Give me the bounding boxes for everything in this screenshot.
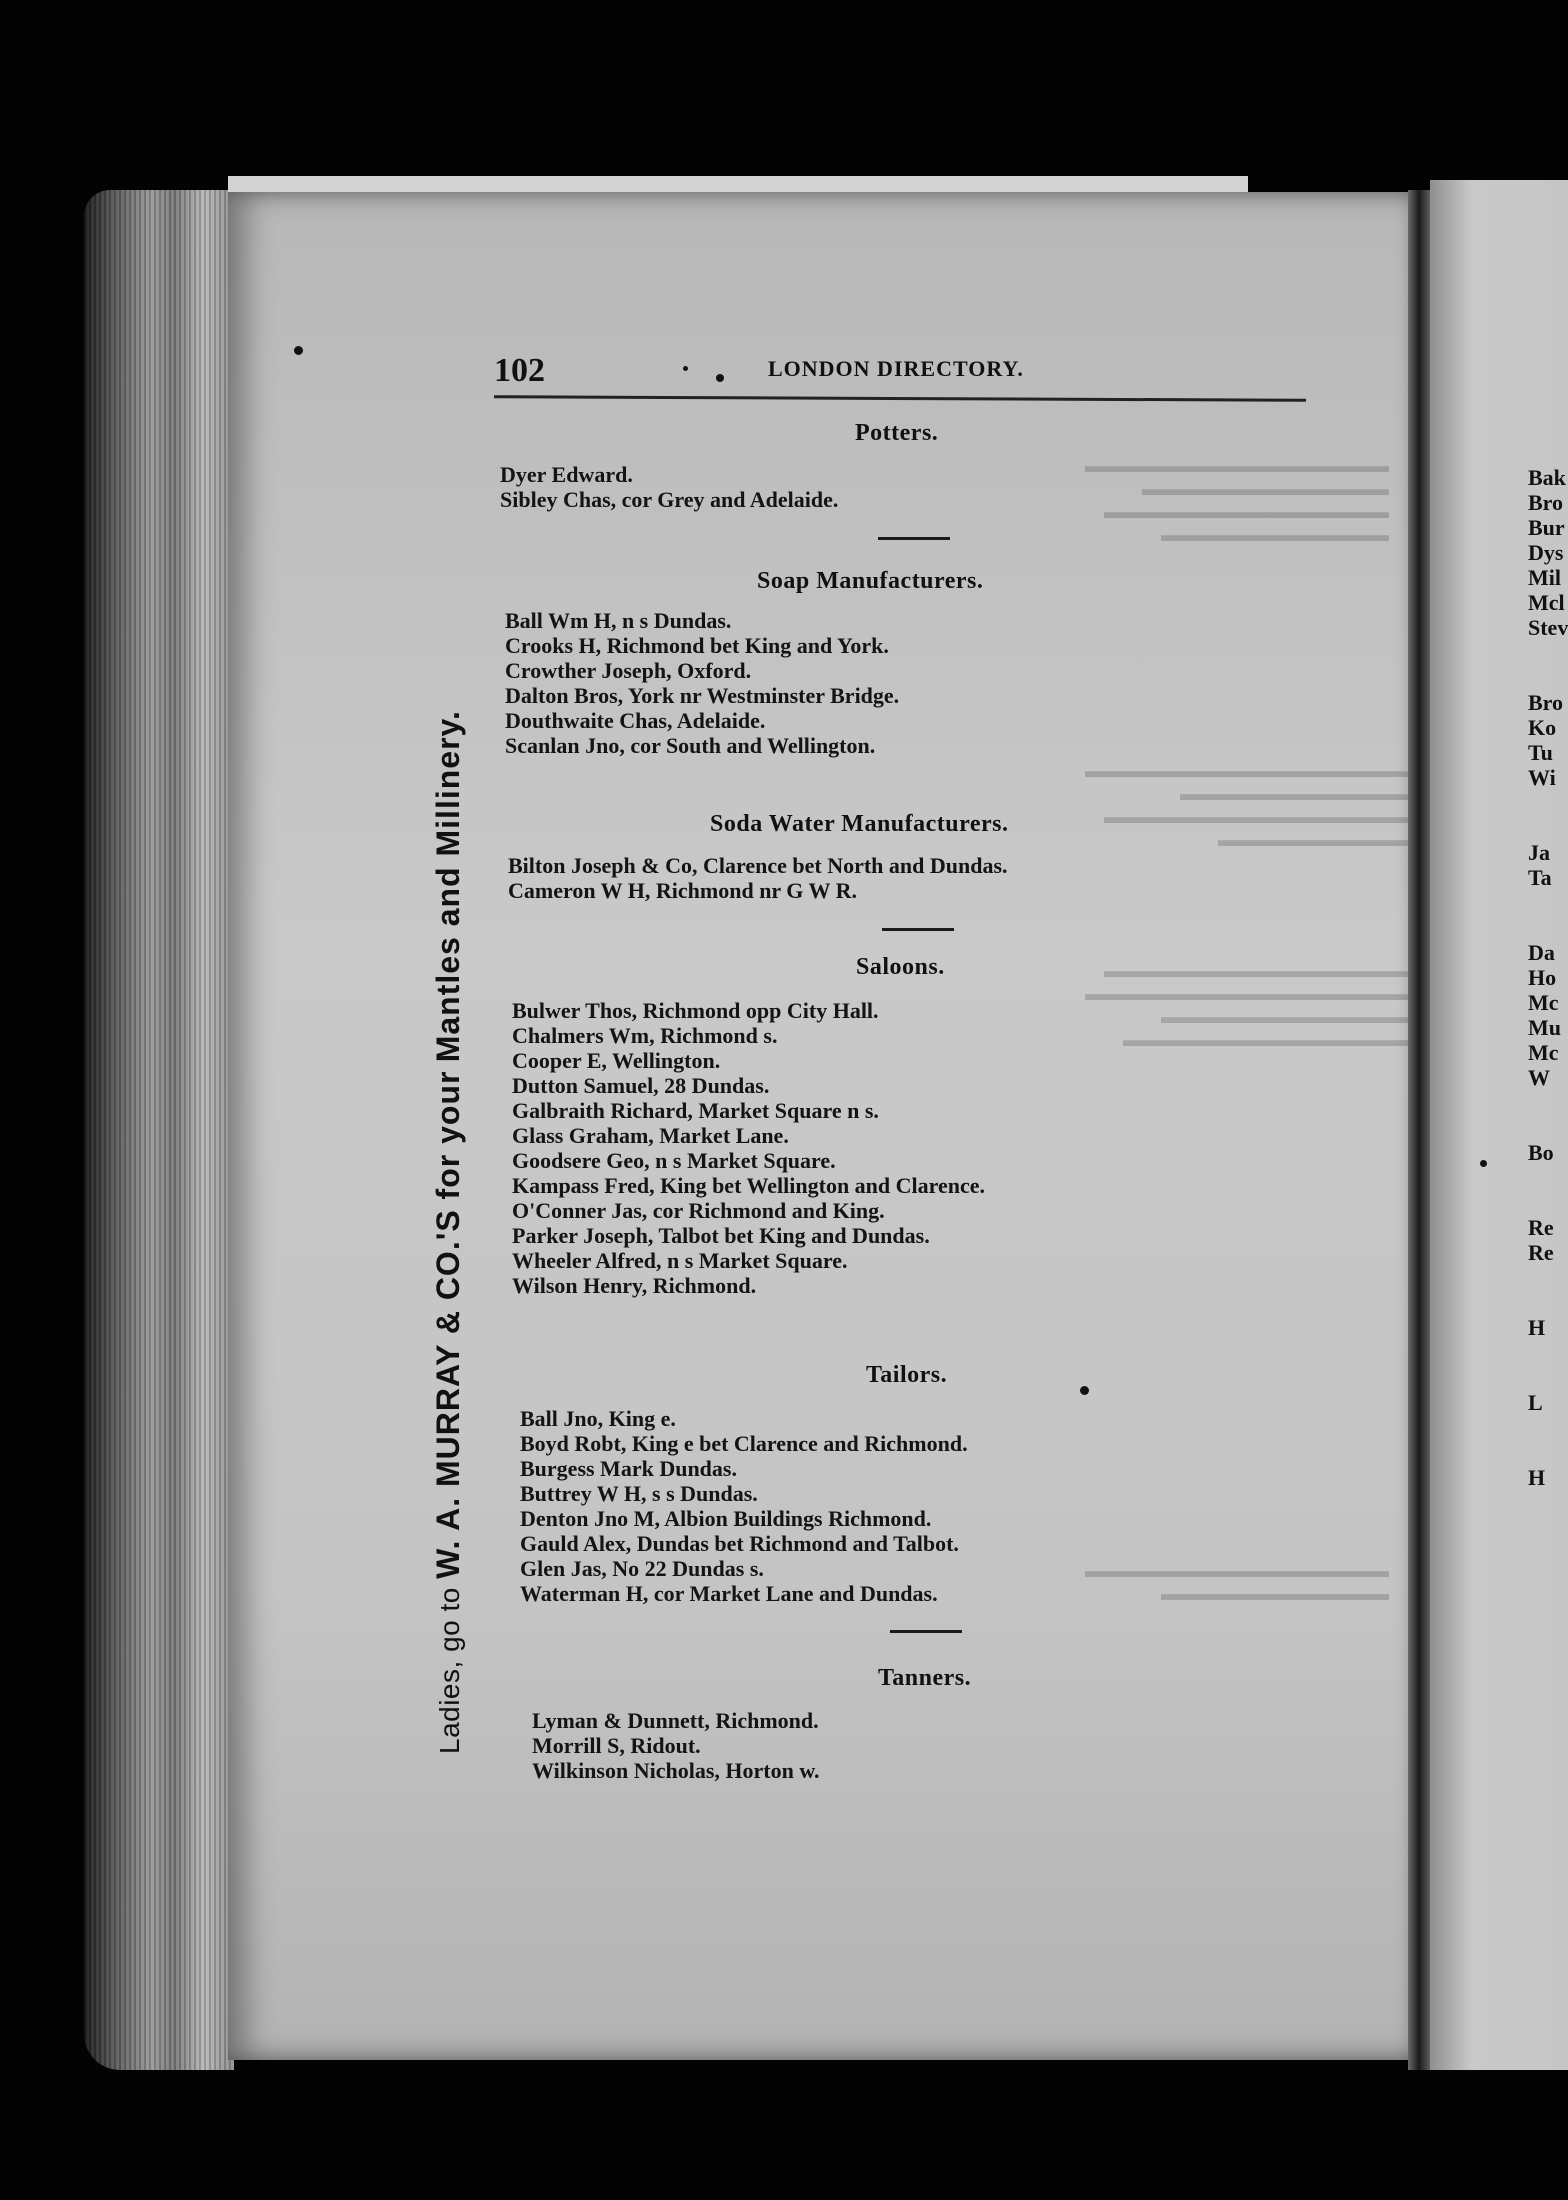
list-item: Chalmers Wm, Richmond s. [512, 1023, 778, 1048]
running-head: LONDON DIRECTORY. [768, 356, 1024, 381]
list-item: Ball Jno, King e. [520, 1406, 676, 1431]
list-item: Glen Jas, No 22 Dundas s. [520, 1556, 764, 1581]
section-divider [878, 537, 950, 540]
section-title-soap-manufacturers: Soap Manufacturers. [757, 568, 984, 594]
page-number: 102 [494, 352, 545, 389]
list-item: Goodsere Geo, n s Market Square. [512, 1148, 836, 1173]
ad-lead-text: Ladies, go to [434, 1587, 465, 1754]
list-item: Wilson Henry, Richmond. [512, 1273, 757, 1298]
list-item: Dutton Samuel, 28 Dundas. [512, 1073, 770, 1098]
list-item: Scanlan Jno, cor South and Wellington. [505, 733, 876, 758]
bleed-through-text: ▬▬▬▬▬▬▬▬▬▬▬▬▬▬▬▬ ▬▬▬▬▬▬▬▬▬▬▬▬▬ ▬▬▬▬▬▬▬▬▬▬▬▬▬▬▬ ▬▬▬▬▬▬▬▬▬▬▬▬ [1085, 456, 1389, 546]
section-entries-soap-manufacturers [505, 608, 899, 758]
list-item: Lyman & Dunnett, Richmond. [532, 1708, 819, 1733]
list-item: Douthwaite Chas, Adelaide. [505, 708, 766, 733]
facing-page-fragments: Bak Bro Bur Dys Mil Mcl Stev Bro Ko Tu Wi Ja Ta Da Ho Mc Mu Mc W Bo Re Re H L H [1528, 465, 1568, 1490]
section-divider [882, 928, 954, 931]
list-item: Cooper E, Wellington. [512, 1048, 721, 1073]
list-item: O'Conner Jas, cor Richmond and King. [512, 1198, 885, 1223]
list-item: Ball Wm H, n s Dundas. [505, 608, 732, 633]
section-title-tanners: Tanners. [878, 1665, 972, 1691]
list-item: Parker Joseph, Talbot bet King and Dundas. [512, 1223, 930, 1248]
list-item: Waterman H, cor Market Lane and Dundas. [520, 1581, 938, 1606]
list-item: Glass Graham, Market Lane. [512, 1123, 789, 1148]
section-entries-tailors [520, 1406, 968, 1606]
list-item: Morrill S, Ridout. [532, 1733, 701, 1758]
list-item: Wilkinson Nicholas, Horton w. [532, 1758, 820, 1783]
paper-speck [683, 366, 688, 371]
section-title-saloons: Saloons. [856, 954, 945, 980]
list-item: Dyer Edward. [500, 462, 633, 487]
list-item: Dalton Bros, York nr Westminster Bridge. [505, 683, 900, 708]
list-item: Buttrey W H, s s Dundas. [520, 1481, 758, 1506]
list-item: Galbraith Richard, Market Square n s. [512, 1098, 879, 1123]
list-item: Crooks H, Richmond bet King and York. [505, 633, 889, 658]
section-title-soda-water-manufacturers: Soda Water Manufacturers. [710, 811, 1009, 837]
bleed-through-text: ▬▬▬▬▬▬▬▬▬▬▬▬▬▬▬▬▬ ▬▬▬▬▬▬▬▬▬▬▬▬ ▬▬▬▬▬▬▬▬▬▬▬▬▬▬▬▬ ▬▬▬▬▬▬▬▬▬▬ [1085, 761, 1408, 851]
section-entries-saloons [512, 998, 985, 1298]
list-item: Burgess Mark Dundas. [520, 1456, 737, 1481]
section-entries-tanners [532, 1708, 820, 1783]
ad-tail-text: Mantles and Millinery. [430, 710, 466, 1063]
list-item: Bilton Joseph & Co, Clarence bet North and Dundas. [508, 853, 1008, 878]
bleed-through-text: ▬▬▬▬▬▬▬▬▬▬▬▬▬▬▬▬ ▬▬▬▬▬▬▬▬▬▬▬▬▬▬▬▬▬ ▬▬▬▬▬▬▬▬▬▬▬▬▬ ▬▬▬▬▬▬▬▬▬▬▬▬▬▬▬ [1085, 961, 1408, 1051]
paper-speck [716, 374, 724, 382]
paper-speck [1480, 1160, 1487, 1167]
list-item: Cameron W H, Richmond nr G W R. [508, 878, 858, 903]
list-item: Boyd Robt, King e bet Clarence and Richmond. [520, 1431, 968, 1456]
section-entries-soda-water-manufacturers [508, 853, 1008, 903]
bleed-through-text: ▬▬▬▬▬▬▬▬▬▬▬▬▬▬▬▬ ▬▬▬▬▬▬▬▬▬▬▬▬ [1085, 1561, 1389, 1605]
paper-speck [294, 346, 303, 355]
list-item: Denton Jno M, Albion Buildings Richmond. [520, 1506, 932, 1531]
list-item: Gauld Alex, Dundas bet Richmond and Talbot. [520, 1531, 959, 1556]
paper-speck [1080, 1386, 1089, 1395]
section-divider [890, 1630, 962, 1633]
section-entries-potters [500, 462, 838, 512]
section-title-potters: Potters. [855, 420, 939, 446]
list-item: Crowther Joseph, Oxford. [505, 658, 752, 683]
ad-middle-text: W. A. MURRAY & CO.'S for your [430, 1070, 466, 1579]
list-item: Sibley Chas, cor Grey and Adelaide. [500, 487, 839, 512]
list-item: Kampass Fred, King bet Wellington and Clarence. [512, 1173, 986, 1198]
section-title-tailors: Tailors. [866, 1362, 948, 1388]
list-item: Bulwer Thos, Richmond opp City Hall. [512, 998, 879, 1023]
list-item: Wheeler Alfred, n s Market Square. [512, 1248, 848, 1273]
